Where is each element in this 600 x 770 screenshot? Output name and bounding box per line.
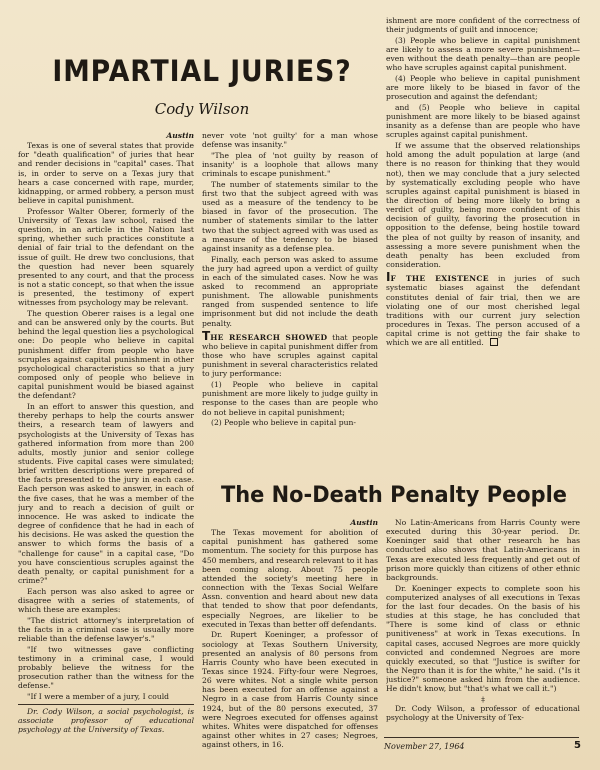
article-title: IMPARTIAL JURIES? <box>52 54 352 88</box>
lead-text: that people who believe in capital punishment differ from those who have scruples against capital punishment in several characteristics related to jury performance: <box>202 332 378 379</box>
paragraph: and (5) People who believe in capital punishment are more likely to be biased against insanity as a defense than are people who have scruples against capital punishment. <box>386 102 580 140</box>
paragraph: Each person was also asked to agree or disagree with a series of statements, of which these are examples: <box>18 586 194 614</box>
paragraph: "If I were a member of a jury, I could <box>27 691 170 701</box>
lead-caps: HE RESEARCH SHOWED <box>210 332 328 342</box>
section-lead-paragraph <box>202 328 378 379</box>
paragraph: Texas is one of several states that provide for "death qualification" of juries that hear and render decisions in "capital" cases. That is, in order to serve on a Texas jury that hears a case concerned with rape, murder, kidnapping, or armed robbery, a person must believe in capital punishment. <box>18 141 194 206</box>
paragraph: (4) People who believe in capital punishment are more likely to be biased in favor of the prosecution and against the defendant; <box>386 73 580 102</box>
paragraph: The question Oberer raises is a legal one and can be answered only by the courts. But behind the legal question lies a psychological one: Do people who believe in capital punishment differ from people who have scruples against capital punishment in other psychological characteristics so that a jury composed only of people who believe in capital punishment would be biased against the defendant? <box>18 308 194 401</box>
author-note: Dr. Cody Wilson, a social psychologist, is associate professor of educational psychology at the University of Texas. <box>18 707 194 735</box>
article-title: The No-Death Penalty People <box>221 482 567 508</box>
article-byline: Cody Wilson <box>154 100 250 118</box>
paragraph: "If two witnesses gave conflicting testimony in a criminal case, I would probably believe the witness for the prosecution rather than the witness for the defense." <box>18 644 194 691</box>
paragraph: never vote 'not guilty' for a man whose defense was insanity." <box>202 131 378 150</box>
lead-caps: F THE EXISTENCE <box>390 274 489 284</box>
paragraph: "The plea of 'not guilty by reason of insanity' is a loophole that allows many criminals to escape punishment." <box>202 150 378 179</box>
page-number: 5 <box>574 740 581 751</box>
paragraph: In an effort to answer this question, and thereby perhaps to help the courts answer theirs, a research team of lawyers and psychologists at the University of Texas has gathered information from more than 200 adults, mostly junior and senior college students. Five capital cases were simulated; brief written descriptions were prepared of the facts presented to the jury in each case. Each person was asked to answer, in each of the five cases, that he was a member of the jury and to reach a decision of guilt or innocence. He was asked to indicate the degree of confidence that he had in each of his decisions. He was asked the question the answer to which forms the basis of a "challenge for cause" in a capital case, "Do you have conscientious scruples against the death penalty, or capital punishment for a crime?" <box>18 402 194 585</box>
article1-column-2 <box>202 131 378 466</box>
article1-column-1 <box>18 131 194 765</box>
paragraph: (2) People who believe in capital pun- <box>211 418 356 428</box>
article2-column-3 <box>386 518 580 730</box>
section-mark: ‡ <box>481 694 485 704</box>
footer-rule <box>384 737 579 738</box>
lead-text: in juries of such systematic biases against the defendant constitutes denial of fair trial, then we are violating one of our most cherished legal traditions with our current jury selection procedures in Texas. The person accused of a capital crime is not getting the fair shake to which we are all entitled. <box>386 274 580 348</box>
paragraph: (3) People who believe in capital punishment are likely to assess a more severe punishment—even without the death penalty—than are people who have scruples against capital punishment. <box>386 35 580 73</box>
paragraph: ishment are more confident of the correctness of their judgments of guilt and innocence; <box>386 16 580 35</box>
paragraph: Dr. Cody Wilson, a professor of educational psychology at the University of Tex- <box>386 704 580 723</box>
article1-column-3 <box>386 16 580 468</box>
paragraph: No Latin-Americans from Harris County were executed during this 30-year period. Dr. Koeninger said that other research he has conducted also shows that Latin-Americans in Texas are executed less frequently and get out of prison more quickly than citizens of other ethnic backgrounds. <box>386 518 580 582</box>
drop-cap: T <box>202 328 211 343</box>
paragraph: Dr. Koeninger expects to complete soon his computerized analyses of all executions in Texas for the last four decades. On the basis of his studies at this stage, he has concluded that "There is some kind of class or ethnic punitiveness" at work in Texas executions. In capital cases, accused Negroes are more quickly convicted and condemned Negroes are more quickly executed, so that "Justice is swifter for the Negro than it is for the white," he said. ("Is it justice?" someone asked him from the audience. He didn't know, but "that's what we call it.") <box>386 583 580 694</box>
dateline: Austin <box>350 518 378 527</box>
paragraph: Dr. Rupert Koeninger, a professor of sociology at Texas Southern University, presented an analysis of 80 persons from Harris County who have been executed in Texas since 1924. Fifty-four were Negroes, 26 were whites. Not a single white person has been executed for an offense against a Negro in a case from Harris County since 1924, but of the 80 persons executed, 37 were Negroes executed for offenses against whites. Whites were dispatched for offenses against other whites in 27 cases; Negroes, against others, in 16. <box>202 630 378 750</box>
paragraph: "The district attorney's interpretation of the facts in a criminal case is usually more reliable than the defense lawyer's." <box>18 615 194 643</box>
paragraph: (1) People who believe in capital punishment are more likely to judge guilty in response to the cases than are people who do not believe in capital punishment; <box>202 380 378 417</box>
end-mark-icon <box>490 338 498 346</box>
paragraph: If we assume that the observed relationships hold among the adult population at large (and there is no reason for thinking that they would not), then we may conclude that a jury selected by systematically excluding people who have scruples against capital punishment is biased in the direction of being more likely to bring a verdict of guilty, being more confident of this decision of guilty, favoring the prosecution in opposition to the defense, being hostile toward the plea of not guilty by reason of insanity, and assessing a more severe punishment when the death penalty has been excluded from consideration. <box>386 141 580 270</box>
issue-date: November 27, 1964 <box>384 742 465 751</box>
dateline: Austin <box>166 131 194 140</box>
note-divider <box>18 704 194 705</box>
article2-column-2 <box>202 518 378 766</box>
section-lead-paragraph <box>386 270 580 348</box>
paragraph: The number of statements similar to the first two that the subject agreed with was used as a measure of the tendency to be biased in favor of the prosecution. The number of statements similar to the latter two that the subject agreed with was used as a measure of the tendency to be biased against insanity as a defense plea. <box>202 179 378 253</box>
drop-cap: I <box>386 270 391 285</box>
paragraph: Finally, each person was asked to assume the jury had agreed upon a verdict of guilty in each of the simulated cases. Now he was asked to recommend an appropriate punishment. The allowable punishments ranged from suspended sentence to life imprisonment but did not include the death penalty. <box>202 254 378 328</box>
paragraph: Professor Walter Oberer, formerly of the University of Texas law school, raised the question, in an article in the Nation last spring, whether such practices constitute a denial of fair trial to the defendant on the issue of guilt. He drew two conclusions, that the question had never been squarely presented to any court, and that the process is not a static concept, so that when the issue is presented, the testimony of expert witnesses from psychology may be relevant. <box>18 206 194 308</box>
paragraph: The Texas movement for abolition of capital punishment has gathered some momentum. The society for this purpose has 450 members, and research relevant to it has been coming along. About 75 people attended the society's meeting here in connection with the Texas Social Welfare Assn. convention and heard about new data that tended to show that poor defendants, especially Negroes, are likelier to be executed in Texas than better off defendants. <box>202 528 378 629</box>
